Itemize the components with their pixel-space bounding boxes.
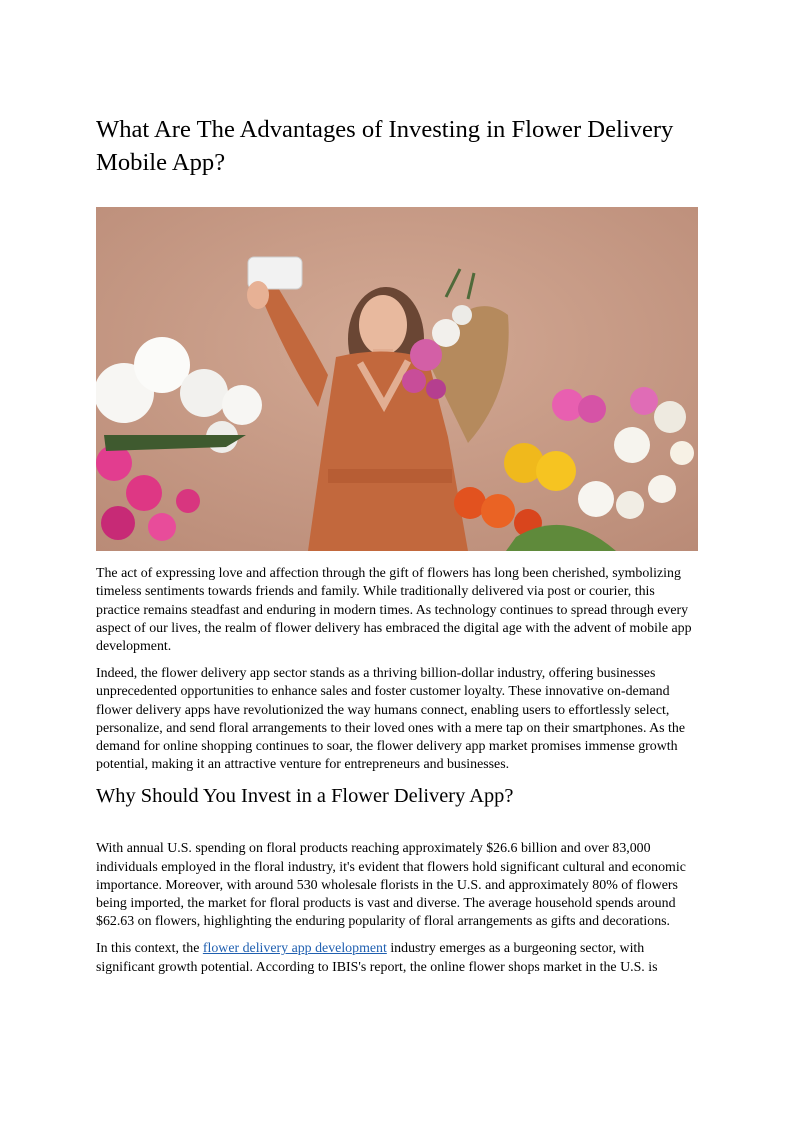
woman-selfie-flowers-photo bbox=[96, 207, 698, 551]
section-heading: Why Should You Invest in a Flower Delivery App? bbox=[96, 785, 514, 808]
paragraph-text-before-link: In this context, the bbox=[96, 941, 203, 957]
intro-paragraph-2: Indeed, the flower delivery app sector stands as a thriving billion-dollar industry, offering businesses unprecedented opportunities to enhance sales and foster customer loyalty. These innovative on-demand flower delivery apps have revolutionized the way humans connect, enabling users to effortlessly select, personalize, and send floral arrangements to their loved ones with a mere tap on their smartphones. As the demand for online shopping continues to soar, the flower delivery app market promises immense growth potential, making it an attractive venture for entrepreneurs and businesses. bbox=[96, 665, 686, 773]
article-body bbox=[96, 565, 698, 985]
hero-image bbox=[96, 207, 698, 551]
section-paragraph-1: With annual U.S. spending on floral products reaching approximately $26.6 billion and over 83,000 individuals employed in the floral industry, it's evident that flowers hold significant cultural and economic importance. Moreover, with around 530 wholesale florists in the U.S. and approximately 80% of flowers being imported, the market for floral products is vast and diverse. The average household spends around $62.63 on flowers, highlighting the enduring popularity of floral arrangements as gifts and decorations. bbox=[96, 841, 686, 930]
paragraph-text-after-link: industry emerges as a burgeoning sector, with significant growth potential. According to IBIS's report, the online flower shops market in the U.S. is bbox=[96, 941, 658, 975]
flower-delivery-app-development-link[interactable]: flower delivery app development bbox=[202, 941, 387, 957]
section-paragraph-2 bbox=[96, 940, 698, 977]
page-title: What Are The Advantages of Investing in Flower Delivery Mobile App? bbox=[96, 116, 674, 176]
intro-paragraph-1: The act of expressing love and affection through the gift of flowers has long been cherished, symbolizing timeless sentiments towards friends and family. While traditionally delivered via post or courier, this practice remains steadfast and enduring in modern times. As technology continues to spread through every aspect of our lives, the realm of flower delivery has embraced the digital age with the advent of mobile app development. bbox=[96, 566, 692, 655]
